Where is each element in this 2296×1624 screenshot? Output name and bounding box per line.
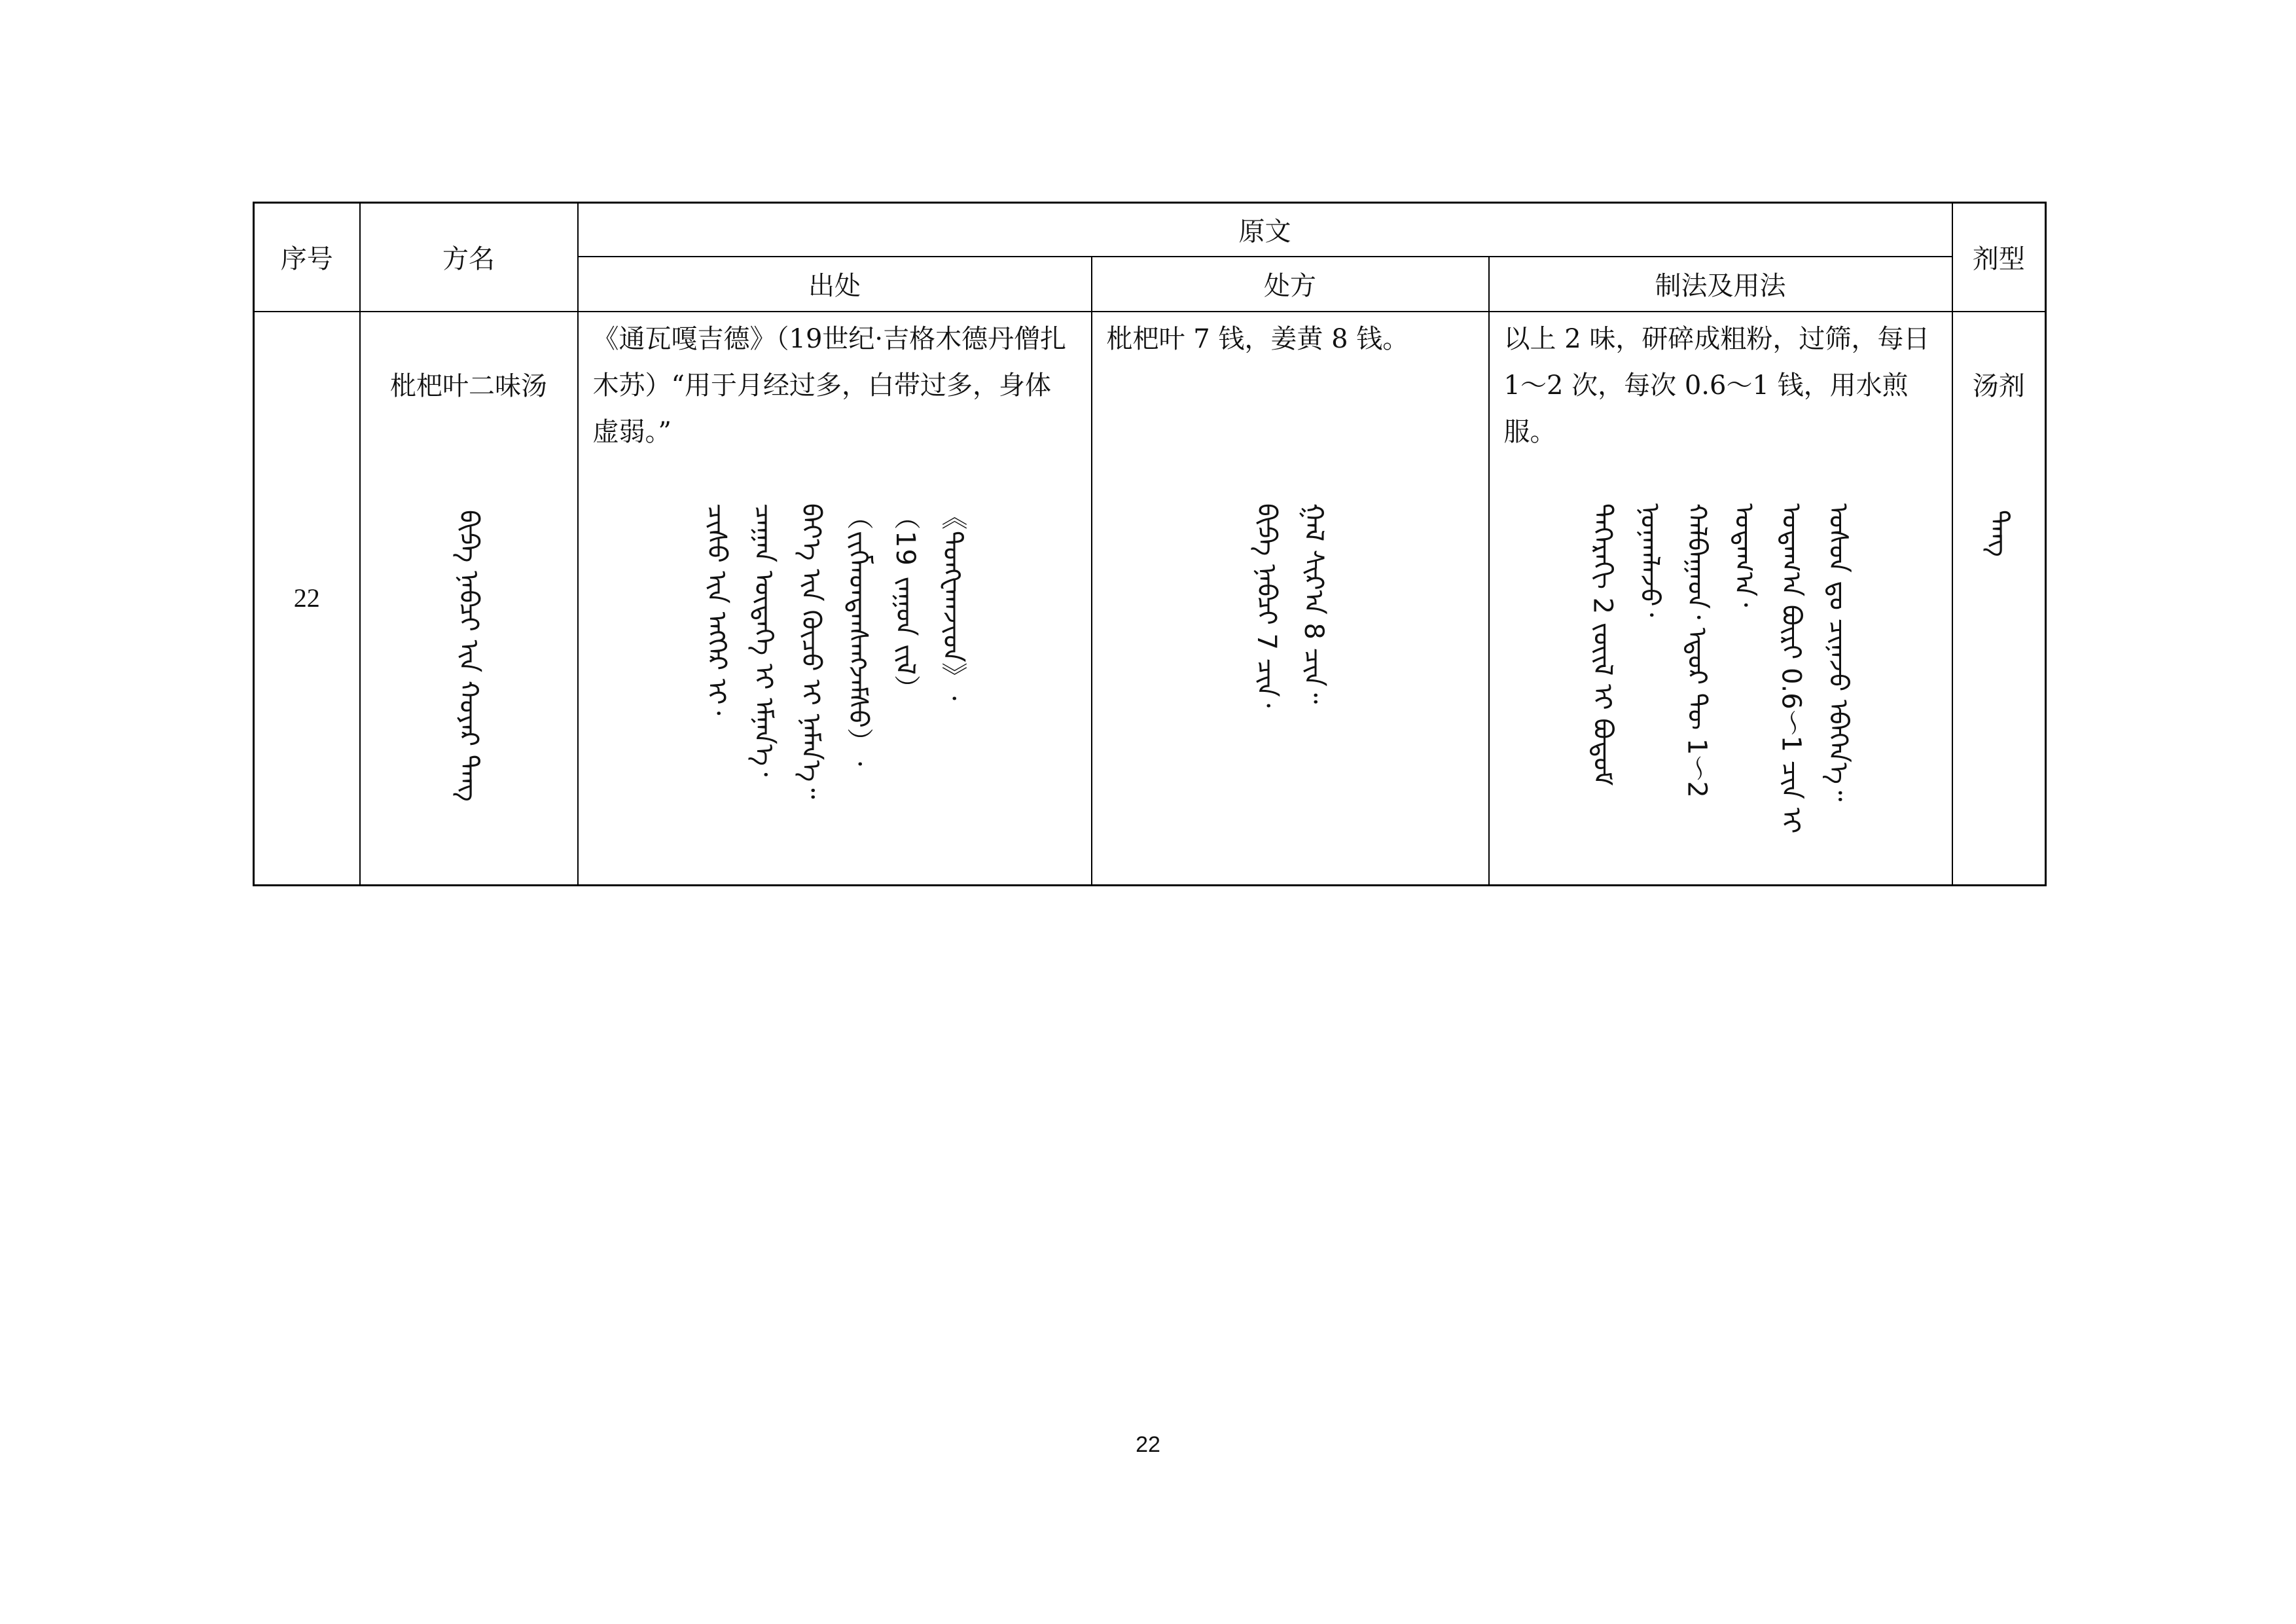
name-cell [360,312,578,886]
header-name: 方名 [360,203,578,312]
dosage-form-mn: ᠲᠠᠩ [1983,509,2014,557]
header-source: 出处 [578,257,1092,312]
prescription-cell [1092,312,1489,886]
table-row [254,312,2046,886]
prescription-mn: ᠪᠢᠫᠠ ᠨᠠᠪᠴᠢ 7 ᠴᠢᠨ᠂ ᠭᠠᠯ ᠰᠢᠷ᠎ᠠ 8 ᠴᠢᠨ᠃ [1251,503,1329,708]
seq-cell [254,312,360,886]
header-seq: 序号 [254,203,360,312]
header-dosage-form: 剂型 [1952,203,2046,312]
source-cell [578,312,1092,886]
header-original: 原文 [578,203,1952,257]
method-zh: 以上 2 味，研碎成粗粉，过筛，每日 1～2 次，每次 0.6～1 钱，用水煎服。 [1503,323,1930,447]
dosage-form-cell [1952,312,2046,886]
dosage-form-zh: 汤剂 [1972,370,2025,401]
method-mn: ᠳᠡᠭᠡᠷᠡᠬᠢ 2 ᠵᠦᠢᠯ ᠢ ᠪᠣᠳᠣᠮ ᠨᠤᠨᠠᠭᠯᠠᠵᠤ᠂ ᠬᠠᠯᠪᠠᠭᠠᠳ᠂ ᠡᠳᠦᠷ ᠲᠦ 1～2 ᠤᠳᠠᠭ᠎ᠠ᠂ ᠤᠳᠠᠭ᠎ᠠ ᠪᠦᠷᠢ 0.6～1 ᠴᠢᠨ ᠢ ᠤᠰᠤᠨ ᠳᠤ ᠴᠢᠨᠠᠵᠤ ᠡᠪᠡᠭᠡᠨ᠎ᠡ᠃ [1587,503,1854,833]
formula-table [253,202,2047,886]
name-mn: ᠪᠢᠫᠠ ᠨᠠᠪᠴᠢ ᠢᠨ ᠬᠣᠶᠠᠷ ᠲᠠᠩ [454,509,484,802]
name-zh: 枇杷叶二味汤 [390,370,547,401]
source-mn: ᠴᠢᠰᠤ ᠢᠨ ᠡᠩᠭᠡᠷ ᠢ᠂ ᠴᠠᠭᠠᠨ ᠦᠲᠡᠭᠡ ᠢ ᠡᠮᠨᠡᠨ᠎ᠡ᠂ ᠪᠡᠶ᠎ᠡ ᠢᠨ ᠬᠦᠴᠦ ᠢ ᠨᠡᠮᠡᠨ᠎ᠡ᠃ （ᠵᠢᠭᠮᠡᠳᠳᠠᠨᠰᠠᠩᠵᠠᠮᠰᠤ）᠂ （19 ᠵᠠᠭᠤᠨ ᠵᠢᠯ） 《ᠲᠣᠩᠸᠠᠭᠵᠢᠳ》᠂ [702,503,967,799]
method-cell [1489,312,1952,886]
source-zh: 《通瓦嘎吉德》（19世纪·吉格木德丹僧扎木苏）“用于月经过多，白带过多，身体虚弱。” [592,323,1067,447]
prescription-zh: 枇杷叶 7 钱，姜黄 8 钱。 [1106,323,1409,354]
header-method: 制法及用法 [1489,257,1952,312]
header-prescription: 处方 [1092,257,1489,312]
page-number: 22 [1136,1432,1160,1457]
seq-value: 22 [293,583,320,613]
